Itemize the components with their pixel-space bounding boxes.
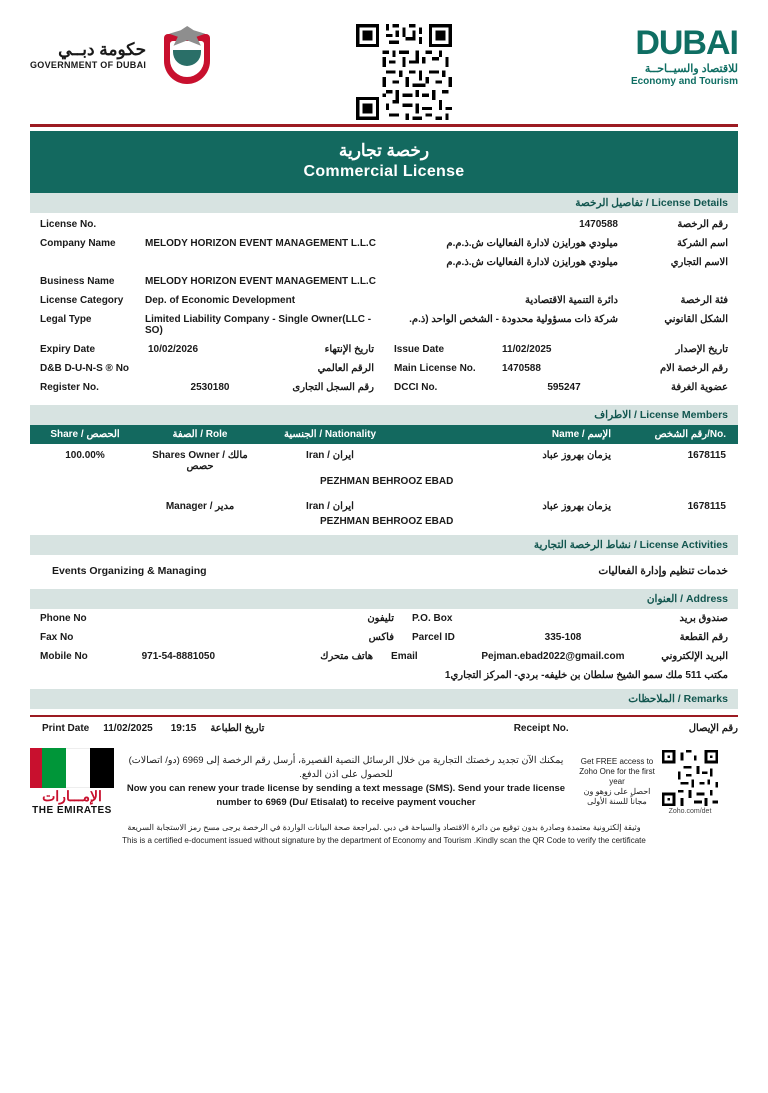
member-role: Shares Owner / مالك حصص [152,450,248,472]
phone-value [148,613,288,624]
title-arabic: رخصة تجارية [338,141,430,160]
disclaimer-en: This is a certified e-document issued without signature by the department of Economy and Tourism .Kindly scan the QR Code to verify the certificate [122,835,646,845]
register-no-label: Register No. [40,382,99,393]
section-remarks: الملاحظات / Remarks [30,689,738,709]
dubai-wordmark: DUBAI [635,24,738,62]
members-table-header [30,425,738,444]
detail-label-ar: الشكل القانوني [664,314,728,325]
expiry-date-label: Expiry Date [40,344,96,355]
disclaimer-ar: وثيقة إلكترونية معتمدة وصادرة بدون توقيع من دائرة الاقتصاد والسياحة في دبي .لمراجعة صحة البيانات الواردة في الرخصة يرجى مسح رمز الاستجابة السريعة [127,823,641,832]
detail-row [30,310,738,340]
fax-label: Fax No [40,632,74,643]
detail-row [30,272,738,291]
sms-notice-en: Now you can renew your trade license by sending a text message (SMS). Send your trade license number to 6969 (Du/ Etisalat) to receive payment voucher [126,783,566,809]
detail-label-en: License No. [40,219,97,230]
members-table-body [30,444,738,535]
column-role: الصفة / Role [172,429,228,440]
print-time-value: 19:15 [170,723,197,734]
mobile-value: 971-54-8881050 [141,651,216,662]
section-license-activities: نشاط الرخصة التجارية / License Activities [30,535,738,555]
member-id: 1678115 [687,450,726,461]
phone-label-ar: تليفون [367,613,394,624]
email-value: Pejman.ebad2022@gmail.com [481,651,625,662]
expiry-date-label-ar: تاريخ الإنتهاء [324,344,374,355]
uae-flag-logo [30,748,114,816]
detail-label-ar: رقم الرخصة [677,219,728,230]
detail-label-en: Legal Type [40,314,92,325]
government-of-dubai-logo [30,24,300,86]
parcel-id-label-ar: رقم القطعة [679,632,728,643]
activity-name-en: Events Organizing & Managing [52,565,207,577]
zoho-url: Zoho.com/det [668,807,712,815]
print-date-label: Print Date [42,723,90,734]
detail-label-ar: اسم الشركة [677,238,728,249]
zoho-promo [578,750,738,815]
detail-label-en: License Category [40,295,124,306]
emirates-label-ar: الإمـــارات [42,788,102,804]
detail-value-en: Limited Liability Company - Single Owner(LLC - SO) [145,314,372,336]
pobox-value [508,613,618,624]
duns-label: D&B D-U-N-S ® No [40,363,130,374]
footer-promo [30,742,738,816]
column-person-id: رقم الشخص/No. [654,429,726,440]
detail-value-ar: ميلودي هورايزن لادارة الفعاليات ش.ذ.م.م [446,257,618,268]
receipt-no-label: Receipt No. [513,723,569,734]
address-row [30,609,738,628]
expiry-date-value: 10/02/2026 [148,344,199,355]
section-license-details: تفاصيل الرخصة / License Details [30,193,738,213]
pobox-label-ar: صندوق بريد [679,613,728,624]
detail-value-ar: 1470588 [579,219,618,230]
email-label-ar: البريد الإلكتروني [661,651,728,662]
dcci-no-label: DCCI No. [394,382,438,393]
license-qr-code [356,24,452,120]
license-details-rows [30,213,738,397]
detail-pair-row [30,378,738,397]
section-license-members: الاطراف / License Members [30,405,738,425]
mobile-label: Mobile No [40,651,88,662]
column-share: Share / الحصص [50,429,120,440]
dcci-no-value: 595247 [547,382,581,393]
sms-renewal-notice [124,754,568,811]
member-name-ar: يزمان بهروز عباد [542,501,611,512]
fax-value [148,632,288,643]
document-header [30,0,738,118]
detail-pair-row [30,340,738,359]
detail-value-en: MELODY HORIZON EVENT MANAGEMENT L.L.C [145,276,376,287]
email-label: Email [391,651,418,662]
table-row [30,444,738,474]
fax-label-ar: فاكس [368,632,394,643]
address-row [30,628,738,647]
member-role: Manager / مدير [165,501,235,512]
main-license-value: 1470588 [502,363,541,374]
dubai-economy-tourism-logo [508,24,738,87]
address-rows [30,609,738,689]
uae-flag-icon [30,748,114,788]
issue-date-value: 11/02/2025 [502,344,552,355]
detail-pair-row [30,359,738,378]
register-no-value: 2530180 [190,382,230,393]
phone-label: Phone No [40,613,87,624]
detail-value-ar: شركة ذات مسؤولية محدودة - الشخص الواحد (ذ.م. [409,314,618,325]
dcci-no-label-ar: عضوية الغرفة [670,382,728,393]
column-nationality: الجنسية / Nationality [283,429,377,440]
document-disclaimer [30,816,738,848]
pobox-label: P.O. Box [412,613,453,624]
detail-label-ar: فئة الرخصة [680,295,728,306]
parcel-id-label: Parcel ID [412,632,455,643]
member-nationality: Iran / ايران [306,450,354,461]
activity-row [30,555,738,589]
print-info-row [30,717,738,742]
parcel-id-value: 335-108 [544,632,582,643]
detail-row [30,291,738,310]
address-line: مكتب 511 ملك سمو الشيخ سلطان بن خليفه- بردي- المركز التجاري1 [444,670,728,681]
sms-notice-ar: يمكنك الآن تجديد رخصتك التجارية من خلال الرسائل النصية القصيرة، أرسل رقم الرخصة إلى 6969 (دو/ اتصالات) للحصول على اذن الدفع. [128,754,564,780]
issue-date-label-ar: تاريخ الإصدار [675,344,728,355]
detail-row [30,215,738,234]
detail-row [30,253,738,272]
register-no-label-ar: رقم السجل التجارى [292,382,374,393]
zoho-offer-en: Get FREE access to Zoho One for the first year [579,757,655,786]
member-id: 1678115 [687,501,726,512]
document-title [30,131,738,193]
title-english: Commercial License [303,163,465,180]
issue-date-label: Issue Date [394,344,445,355]
detail-label-ar: الاسم التجاري [670,257,728,268]
member-nationality: Iran / ايران [306,501,354,512]
member-share [30,501,140,512]
main-license-label: Main License No. [394,363,476,374]
print-date-value: 11/02/2025 [103,723,153,734]
detail-row [30,234,738,253]
zoho-qr-code [662,750,718,806]
table-row [30,495,738,514]
member-name-ar: يزمان بهروز عباد [542,450,611,461]
receipt-no-label-ar: رقم الإيصال [688,723,738,734]
print-date-label-ar: تاريخ الطباعة [210,723,265,734]
member-name-en: PEZHMAN BEHROOZ EBAD [320,516,454,527]
detail-value-en: Dep. of Economic Development [145,295,296,306]
dubai-logo-arabic: للاقتصاد والسيــاحــة [644,63,738,76]
detail-label-en: Company Name [40,238,116,249]
member-share: 100.00% [65,450,105,461]
duns-label-ar: الرقم العالمي [317,363,374,374]
emirates-label-en: THE EMIRATES [32,805,112,816]
zoho-offer-ar: احصل على زوهو ون مجاناً للسنة الأولى [583,787,651,806]
column-name: Name / الإسم [551,429,611,440]
address-row [30,647,738,666]
mobile-label-ar: هاتف متحرك [320,651,374,662]
member-name-en: PEZHMAN BEHROOZ EBAD [320,476,454,487]
gov-label-english: GOVERNMENT OF DUBAI [30,60,147,70]
activity-name-ar: خدمات تنظيم وإدارة الفعاليات [598,565,728,577]
gov-label-arabic: حكومة دبــي [58,39,147,59]
header-divider [30,124,738,127]
detail-value-en: MELODY HORIZON EVENT MANAGEMENT L.L.C [145,238,376,249]
dubai-logo-english: Economy and Tourism [630,75,738,87]
section-address: العنوان / Address [30,589,738,609]
detail-label-en: Business Name [40,276,115,287]
detail-value-ar: دائرة التنمية الاقتصادية [525,295,618,306]
dubai-emblem-icon [156,24,218,86]
detail-value-ar: ميلودي هورايزن لادارة الفعاليات ش.ذ.م.م [446,238,618,249]
main-license-label-ar: رقم الرخصة الام [659,363,728,374]
